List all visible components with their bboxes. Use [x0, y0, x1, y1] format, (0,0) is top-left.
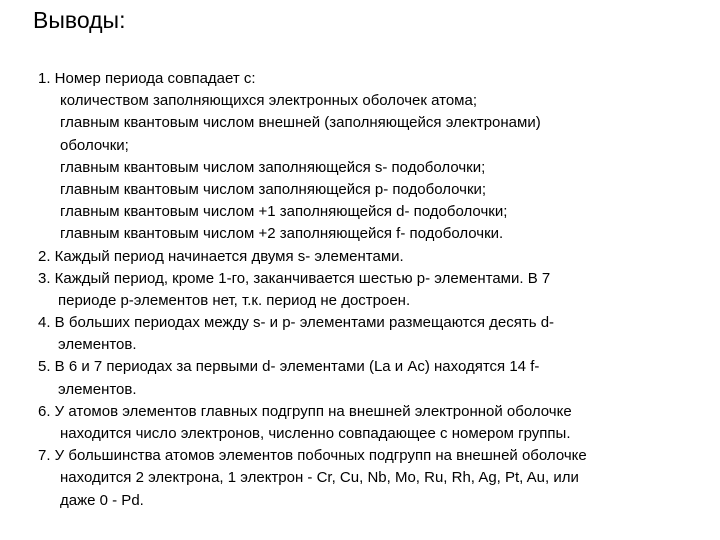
list-item-5-cont: элементов.	[58, 380, 137, 398]
list-item-1-sub-4: главным квантовым числом заполняющейся p- подоболочки;	[60, 180, 487, 198]
list-item-7: 7. У большинства атомов элементов побочных подгрупп на внешней оболочке	[38, 447, 587, 465]
list-item-4-cont: элементов.	[58, 336, 137, 354]
list-item-6-cont: находится число электронов, численно совпадающее с номером группы.	[60, 425, 571, 442]
list-item-2: 2. Каждый период начинается двумя s- элементами.	[38, 247, 404, 265]
list-item-1-sub-2: главным квантовым числом внешней (заполняющейся электронами)	[60, 114, 541, 132]
list-item-3: 3. Каждый период, кроме 1-го, заканчивается шестью p- элементами. В 7	[38, 269, 551, 287]
list-item-1: 1. Номер периода совпадает с:	[38, 70, 256, 87]
list-item-1-sub-5: главным квантовым числом +1 заполняющейся d- подоболочки;	[60, 203, 508, 221]
list-item-4: 4. В больших периодах между s- и p- элементами размещаются десять d-	[38, 314, 555, 332]
list-item-1-sub-6: главным квантовым числом +2 заполняющейся f- подоболочки.	[60, 225, 504, 243]
list-item-3-cont: периоде p-элементов нет, т.к. период не достроен.	[58, 291, 411, 309]
list-item-1-sub-3: главным квантовым числом заполняющейся s- подоболочки;	[60, 158, 486, 176]
list-item-1-sub-1: количеством заполняющихся электронных оболочек атома;	[60, 92, 477, 110]
conclusions-list	[38, 68, 587, 512]
list-item-5: 5. В 6 и 7 периодах за первыми d- элементами (La и Ac) находятся 14 f-	[38, 358, 540, 376]
slide-title: Выводы:	[33, 7, 126, 33]
list-item-7-cont-2: даже 0 - Pd.	[60, 491, 144, 509]
list-item-6: 6. У атомов элементов главных подгрупп на внешней электронной оболочке	[38, 402, 572, 420]
list-item-7-cont: находится 2 электрона, 1 электрон - Cr, Cu, Nb, Mo, Ru, Rh, Ag, Pt, Au, или	[60, 469, 579, 487]
list-item-1-sub-2-cont: оболочки;	[60, 136, 129, 154]
